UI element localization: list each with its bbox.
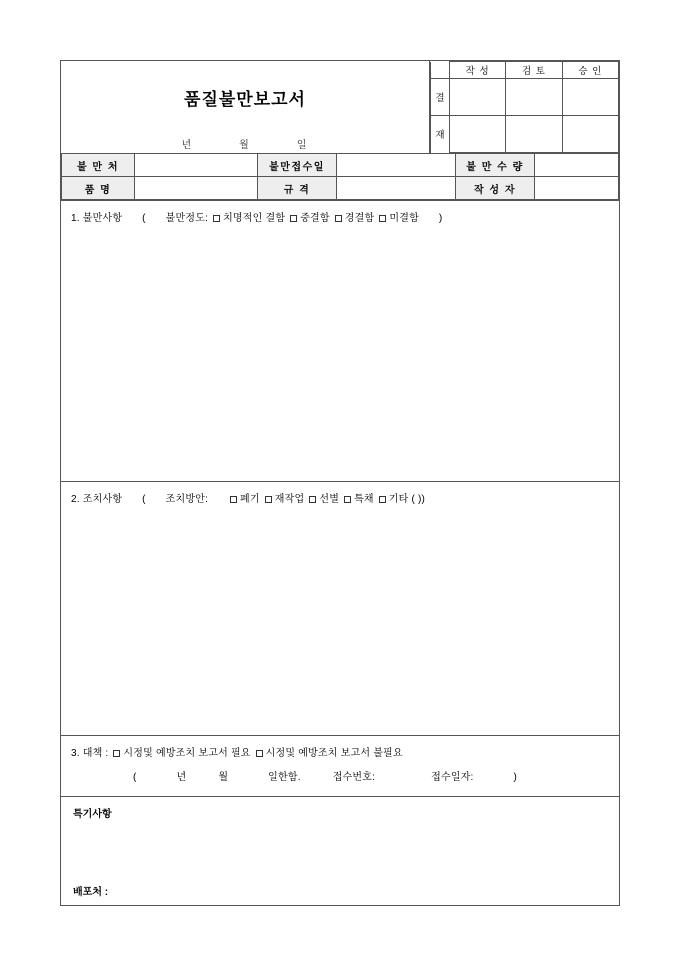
table-row (62, 177, 619, 200)
section1-option-2: 경결함 (344, 213, 375, 224)
section2-option-4: 기타 ( (388, 494, 416, 505)
section1-title-row (61, 209, 619, 224)
checkbox-icon[interactable] (344, 496, 351, 503)
field-received-date[interactable] (337, 154, 456, 177)
section1-prompt-open: ( (142, 213, 146, 224)
table-row (62, 154, 619, 177)
approval-cell-review-2[interactable] (506, 116, 562, 153)
section1-option-3: 미결함 (389, 213, 419, 224)
section3-footer-day: 일한함. (268, 772, 301, 783)
section2-prompt-open: ( (142, 494, 146, 505)
field-author[interactable] (535, 177, 619, 200)
section1-option-1: 중결함 (300, 213, 330, 224)
approval-row-top (431, 79, 619, 116)
checkbox-icon[interactable] (379, 496, 386, 503)
section1-title: 불만사항 (82, 213, 123, 224)
label-complaint-source: 불 만 처 (62, 154, 135, 177)
section2-number: 2. (71, 494, 80, 505)
section3-number: 3. (71, 748, 80, 759)
date-month-label: 월 (239, 140, 251, 151)
approval-table (430, 61, 619, 153)
section3-footer-row (61, 768, 619, 783)
section1-number: 1. (71, 213, 80, 224)
section-complaint-details (61, 200, 619, 481)
approval-col-review: 검 토 (506, 62, 562, 79)
section3-option-0: 시정및 예방조치 보고서 필요 (123, 748, 251, 759)
checkbox-icon[interactable] (230, 496, 237, 503)
section1-prompt-label: 불만정도: (165, 213, 209, 224)
quality-complaint-form (60, 60, 620, 906)
section1-option-0: 치명적인 결함 (223, 213, 286, 224)
checkbox-icon[interactable] (290, 215, 297, 222)
section-special-notes (61, 796, 619, 905)
section3-footer-open: ( (132, 772, 137, 783)
date-day-label: 일 (296, 140, 309, 151)
section2-prompt-close: )) (418, 494, 426, 505)
approval-block (429, 61, 619, 153)
field-complaint-quantity[interactable] (535, 154, 619, 177)
section3-footer-year: 년 (176, 772, 187, 783)
title-block (61, 61, 429, 153)
info-table (61, 153, 619, 200)
approval-header-row (431, 62, 619, 79)
section3-receipt-no-label: 접수번호: (332, 772, 376, 783)
section2-option-1: 재작업 (274, 494, 305, 505)
special-notes-title: 특기사항 (73, 809, 112, 820)
section3-title: 대책 : (82, 748, 109, 759)
section2-option-0: 폐기 (240, 494, 260, 505)
section3-footer-month: 월 (218, 772, 229, 783)
approval-label-gyeol: 결 (431, 79, 450, 116)
approval-cell-draft-1[interactable] (450, 79, 506, 116)
approval-cell-draft-2[interactable] (450, 116, 506, 153)
checkbox-icon[interactable] (379, 215, 386, 222)
section3-option-1: 시정및 예방조치 보고서 불필요 (265, 748, 403, 759)
section1-prompt-close: ) (438, 213, 443, 224)
section2-title-row (61, 490, 619, 505)
approval-cell-review-1[interactable] (506, 79, 562, 116)
checkbox-icon[interactable] (335, 215, 342, 222)
section2-prompt-label: 조치방안: (165, 494, 209, 505)
section-corrective-action (61, 481, 619, 735)
form-header (61, 61, 619, 153)
checkbox-icon[interactable] (265, 496, 272, 503)
label-author: 작 성 자 (456, 177, 535, 200)
page-title: 품질불만보고서 (184, 90, 306, 109)
approval-row-bottom (431, 116, 619, 153)
label-specification: 규 격 (258, 177, 337, 200)
field-complaint-source[interactable] (135, 154, 258, 177)
checkbox-icon[interactable] (213, 215, 220, 222)
date-line (61, 136, 429, 151)
section-countermeasure (61, 735, 619, 796)
distribution-label: 배포처 : (73, 887, 109, 898)
approval-col-draft: 작 성 (450, 62, 506, 79)
field-product-name[interactable] (135, 177, 258, 200)
approval-cell-approve-2[interactable] (562, 116, 618, 153)
checkbox-icon[interactable] (113, 750, 120, 757)
section3-footer-close: ) (513, 772, 518, 783)
date-year-label: 년 (181, 140, 194, 151)
label-product-name: 품 명 (62, 177, 135, 200)
label-complaint-quantity: 불 만 수 량 (456, 154, 535, 177)
section2-title: 조치사항 (82, 494, 123, 505)
approval-vertical-label-spacer (431, 62, 450, 79)
section3-receipt-date-label: 접수일자: (431, 772, 474, 783)
checkbox-icon[interactable] (309, 496, 316, 503)
approval-col-approve: 승 인 (562, 62, 618, 79)
section2-option-3: 특채 (354, 494, 374, 505)
field-specification[interactable] (337, 177, 456, 200)
approval-label-jae: 재 (431, 116, 450, 153)
label-received-date: 불만접수일 (258, 154, 337, 177)
section3-title-row (61, 744, 619, 759)
approval-cell-approve-1[interactable] (562, 79, 618, 116)
checkbox-icon[interactable] (256, 750, 263, 757)
section2-option-2: 선별 (319, 494, 340, 505)
